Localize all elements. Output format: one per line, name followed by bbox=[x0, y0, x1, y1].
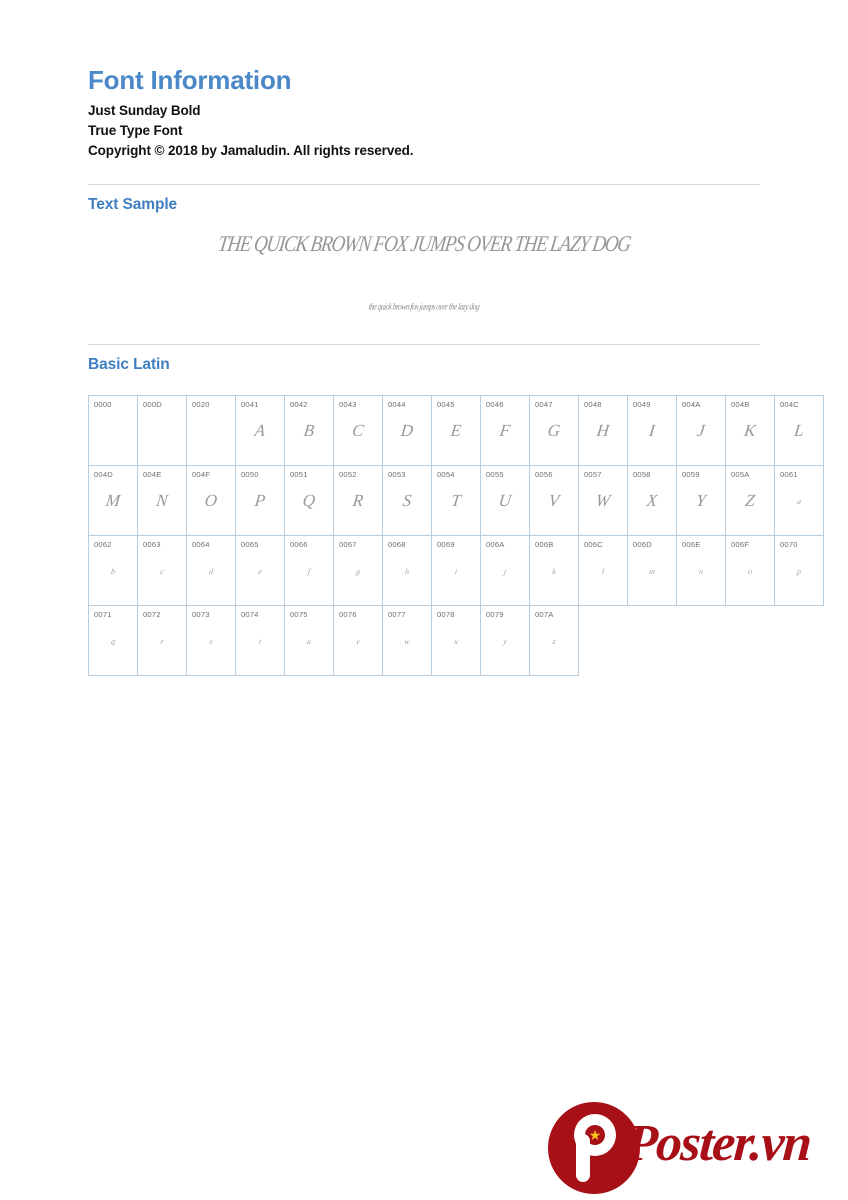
glyph-cell[interactable] bbox=[285, 396, 334, 466]
glyph-codepoint: 0053 bbox=[388, 470, 406, 480]
font-type: True Type Font bbox=[88, 123, 183, 139]
glyph-render: l bbox=[601, 567, 605, 577]
glyph-cell[interactable] bbox=[481, 466, 530, 536]
glyph-cell-empty bbox=[677, 606, 726, 676]
glyph-cell[interactable] bbox=[383, 466, 432, 536]
glyph-cell[interactable] bbox=[89, 606, 138, 676]
glyph-cell[interactable] bbox=[677, 536, 726, 606]
glyph-codepoint: 004C bbox=[780, 400, 799, 410]
section-heading-basic-latin: Basic Latin bbox=[88, 356, 170, 374]
text-sample-uppercase-block bbox=[88, 234, 760, 256]
glyph-render: b bbox=[110, 567, 116, 577]
glyph-render: t bbox=[258, 637, 262, 647]
glyph-codepoint: 0077 bbox=[388, 610, 406, 620]
glyph-cell[interactable] bbox=[481, 396, 530, 466]
glyph-codepoint: 0074 bbox=[241, 610, 259, 620]
glyph-render: p bbox=[796, 567, 802, 577]
glyph-cell[interactable] bbox=[383, 536, 432, 606]
glyph-cell[interactable] bbox=[530, 466, 579, 536]
glyph-cell[interactable] bbox=[726, 536, 775, 606]
glyph-codepoint: 004E bbox=[143, 470, 162, 480]
glyph-codepoint: 0063 bbox=[143, 540, 161, 550]
glyph-codepoint: 006F bbox=[731, 540, 750, 550]
glyph-render: F bbox=[498, 421, 512, 441]
glyph-codepoint: 004D bbox=[94, 470, 113, 480]
glyph-render: i bbox=[454, 567, 458, 577]
glyph-render: X bbox=[645, 491, 659, 511]
glyph-codepoint: 0048 bbox=[584, 400, 602, 410]
glyph-codepoint: 0061 bbox=[780, 470, 798, 480]
glyph-codepoint: 006E bbox=[682, 540, 701, 550]
text-sample-lowercase-block bbox=[88, 302, 760, 311]
glyph-render: C bbox=[351, 421, 365, 441]
glyph-render: J bbox=[696, 421, 706, 441]
glyph-codepoint: 0056 bbox=[535, 470, 553, 480]
glyph-cell[interactable] bbox=[481, 606, 530, 676]
glyph-cell[interactable] bbox=[187, 396, 236, 466]
glyph-codepoint: 0052 bbox=[339, 470, 357, 480]
glyph-row bbox=[89, 536, 824, 606]
glyph-cell[interactable] bbox=[383, 606, 432, 676]
glyph-render: N bbox=[155, 491, 169, 511]
glyph-cell[interactable] bbox=[579, 396, 628, 466]
glyph-render: E bbox=[449, 421, 463, 441]
glyph-row bbox=[89, 606, 824, 676]
glyph-render: S bbox=[401, 491, 413, 511]
glyph-codepoint: 0065 bbox=[241, 540, 259, 550]
glyph-render: T bbox=[450, 491, 462, 511]
glyph-cell[interactable] bbox=[579, 536, 628, 606]
glyph-codepoint: 0072 bbox=[143, 610, 161, 620]
glyph-cell[interactable] bbox=[138, 536, 187, 606]
glyph-cell[interactable] bbox=[726, 466, 775, 536]
glyph-codepoint: 0076 bbox=[339, 610, 357, 620]
glyph-cell[interactable] bbox=[187, 606, 236, 676]
glyph-render: h bbox=[404, 567, 410, 577]
glyph-cell[interactable] bbox=[285, 536, 334, 606]
glyph-codepoint: 0068 bbox=[388, 540, 406, 550]
glyph-render: Y bbox=[695, 491, 707, 511]
glyph-codepoint: 0070 bbox=[780, 540, 798, 550]
glyph-cell[interactable] bbox=[187, 536, 236, 606]
glyph-codepoint: 004B bbox=[731, 400, 750, 410]
glyph-codepoint: 0067 bbox=[339, 540, 357, 550]
glyph-codepoint: 006C bbox=[584, 540, 603, 550]
glyph-codepoint: 000D bbox=[143, 400, 162, 410]
glyph-render: Z bbox=[744, 491, 756, 511]
glyph-render: o bbox=[747, 567, 753, 577]
glyph-render: O bbox=[203, 491, 219, 511]
glyph-codepoint: 0078 bbox=[437, 610, 455, 620]
font-name: Just Sunday Bold bbox=[88, 103, 201, 119]
glyph-render: L bbox=[793, 421, 805, 441]
glyph-cell[interactable] bbox=[432, 606, 481, 676]
glyph-render: v bbox=[355, 637, 361, 647]
glyph-codepoint: 0059 bbox=[682, 470, 700, 480]
glyph-cell[interactable] bbox=[334, 536, 383, 606]
glyph-codepoint: 006D bbox=[633, 540, 652, 550]
star-icon: ★ bbox=[588, 1127, 602, 1143]
glyph-cell[interactable] bbox=[432, 396, 481, 466]
glyph-cell[interactable] bbox=[383, 396, 432, 466]
glyph-cell[interactable] bbox=[775, 466, 824, 536]
glyph-render: B bbox=[302, 421, 316, 441]
glyph-render: x bbox=[453, 637, 459, 647]
glyph-render: n bbox=[698, 567, 704, 577]
glyph-render: f bbox=[307, 567, 311, 577]
glyph-render: m bbox=[648, 567, 656, 577]
glyph-render: c bbox=[159, 567, 165, 577]
glyph-render: V bbox=[547, 491, 561, 511]
glyph-codepoint: 0079 bbox=[486, 610, 504, 620]
glyph-render: K bbox=[743, 421, 757, 441]
glyph-render: P bbox=[253, 491, 267, 511]
glyph-cell[interactable] bbox=[628, 466, 677, 536]
glyph-codepoint: 0041 bbox=[241, 400, 259, 410]
glyph-codepoint: 0050 bbox=[241, 470, 259, 480]
glyph-codepoint: 0055 bbox=[486, 470, 504, 480]
glyph-cell[interactable] bbox=[236, 466, 285, 536]
glyph-codepoint: 0058 bbox=[633, 470, 651, 480]
glyph-cell[interactable] bbox=[677, 466, 726, 536]
glyph-codepoint: 005A bbox=[731, 470, 750, 480]
glyph-cell[interactable] bbox=[285, 466, 334, 536]
glyph-codepoint: 007A bbox=[535, 610, 554, 620]
glyph-cell[interactable] bbox=[138, 396, 187, 466]
glyph-render: D bbox=[399, 421, 415, 441]
glyph-codepoint: 0047 bbox=[535, 400, 553, 410]
glyph-render: a bbox=[796, 497, 802, 507]
glyph-cell[interactable] bbox=[579, 466, 628, 536]
glyph-codepoint: 0043 bbox=[339, 400, 357, 410]
glyph-cell-empty bbox=[726, 606, 775, 676]
glyph-cell[interactable] bbox=[334, 466, 383, 536]
glyph-cell[interactable] bbox=[138, 606, 187, 676]
glyph-codepoint: 0057 bbox=[584, 470, 602, 480]
glyph-render: z bbox=[551, 637, 557, 647]
glyph-codepoint: 0051 bbox=[290, 470, 308, 480]
glyph-render: k bbox=[551, 567, 557, 577]
glyph-row bbox=[89, 396, 824, 466]
glyph-codepoint: 0045 bbox=[437, 400, 455, 410]
glyph-codepoint: 0071 bbox=[94, 610, 112, 620]
glyph-cell[interactable] bbox=[334, 606, 383, 676]
glyph-codepoint: 0000 bbox=[94, 400, 112, 410]
glyph-render: M bbox=[104, 491, 122, 511]
poster-vn-logo bbox=[548, 1098, 813, 1196]
glyph-cell[interactable] bbox=[187, 466, 236, 536]
glyph-cell[interactable] bbox=[628, 536, 677, 606]
glyph-render: H bbox=[595, 421, 611, 441]
document-header bbox=[88, 66, 760, 161]
glyph-render: j bbox=[503, 567, 507, 577]
glyph-codepoint: 0064 bbox=[192, 540, 210, 550]
glyph-codepoint: 0044 bbox=[388, 400, 406, 410]
text-sample-uppercase: THE QUICK BROWN FOX JUMPS OVER THE LAZY DOG bbox=[216, 232, 632, 257]
glyph-codepoint: 006B bbox=[535, 540, 554, 550]
glyph-render: U bbox=[497, 491, 513, 511]
glyph-cell[interactable] bbox=[775, 536, 824, 606]
glyph-render: I bbox=[647, 421, 656, 441]
glyph-cell[interactable] bbox=[481, 536, 530, 606]
glyph-cell[interactable] bbox=[89, 466, 138, 536]
glyph-cell-empty bbox=[628, 606, 677, 676]
glyph-cell[interactable] bbox=[138, 466, 187, 536]
section-heading-text-sample: Text Sample bbox=[88, 196, 178, 214]
page-title: Font Information bbox=[88, 65, 292, 95]
glyph-render: Q bbox=[301, 491, 317, 511]
glyph-render: A bbox=[253, 421, 267, 441]
glyph-cell[interactable] bbox=[89, 536, 138, 606]
glyph-cell[interactable] bbox=[726, 396, 775, 466]
glyph-codepoint: 0066 bbox=[290, 540, 308, 550]
glyph-cell[interactable] bbox=[628, 396, 677, 466]
glyph-render: W bbox=[594, 491, 612, 511]
page-content bbox=[88, 65, 805, 676]
glyph-cell[interactable] bbox=[432, 466, 481, 536]
glyph-cell[interactable] bbox=[530, 536, 579, 606]
glyph-codepoint: 004F bbox=[192, 470, 211, 480]
glyph-codepoint: 0042 bbox=[290, 400, 308, 410]
glyph-cell[interactable] bbox=[530, 606, 579, 676]
glyph-codepoint: 0073 bbox=[192, 610, 210, 620]
logo-letter-p-icon bbox=[574, 1114, 616, 1182]
glyph-render: s bbox=[208, 637, 214, 647]
glyph-codepoint: 0062 bbox=[94, 540, 112, 550]
glyph-row bbox=[89, 466, 824, 536]
glyph-render: e bbox=[257, 567, 263, 577]
glyph-cell[interactable] bbox=[236, 396, 285, 466]
glyph-table bbox=[88, 395, 824, 676]
glyph-render: w bbox=[403, 637, 411, 647]
glyph-cell[interactable] bbox=[432, 536, 481, 606]
glyph-render: G bbox=[546, 421, 562, 441]
glyph-cell[interactable] bbox=[236, 606, 285, 676]
glyph-codepoint: 0075 bbox=[290, 610, 308, 620]
glyph-codepoint: 0049 bbox=[633, 400, 651, 410]
glyph-cell[interactable] bbox=[334, 396, 383, 466]
glyph-render: g bbox=[355, 567, 361, 577]
glyph-render: r bbox=[159, 637, 165, 647]
glyph-cell[interactable] bbox=[89, 396, 138, 466]
glyph-codepoint: 0046 bbox=[486, 400, 504, 410]
logo-wordmark: Poster.vn bbox=[624, 1115, 813, 1172]
glyph-codepoint: 006A bbox=[486, 540, 505, 550]
glyph-render: u bbox=[306, 637, 312, 647]
glyph-render: q bbox=[110, 637, 116, 647]
glyph-cell-empty bbox=[579, 606, 628, 676]
glyph-cell[interactable] bbox=[236, 536, 285, 606]
glyph-cell[interactable] bbox=[677, 396, 726, 466]
glyph-render: y bbox=[502, 637, 508, 647]
glyph-codepoint: 004A bbox=[682, 400, 701, 410]
glyph-cell[interactable] bbox=[775, 396, 824, 466]
glyph-render: d bbox=[208, 567, 214, 577]
glyph-cell-empty bbox=[775, 606, 824, 676]
glyph-codepoint: 0069 bbox=[437, 540, 455, 550]
glyph-cell[interactable] bbox=[285, 606, 334, 676]
copyright-notice: Copyright © 2018 by Jamaludin. All rights reserved. bbox=[88, 143, 414, 159]
glyph-cell[interactable] bbox=[530, 396, 579, 466]
glyph-render: R bbox=[351, 491, 365, 511]
glyph-codepoint: 0020 bbox=[192, 400, 210, 410]
text-sample-lowercase: the quick brown fox jumps over the lazy dog bbox=[367, 300, 481, 313]
glyph-codepoint: 0054 bbox=[437, 470, 455, 480]
